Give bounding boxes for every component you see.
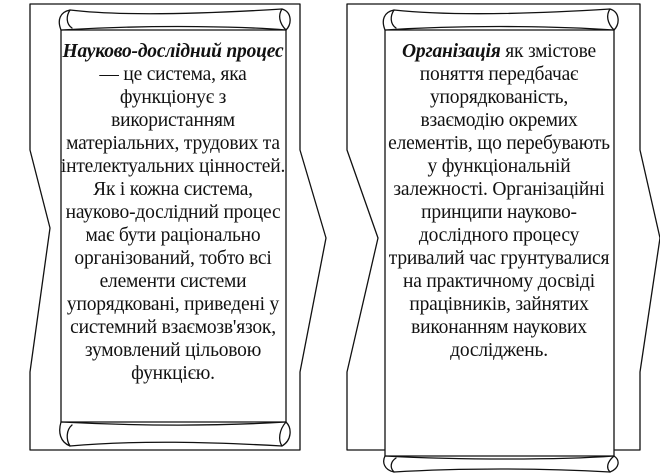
right-panel-body: як змістове поняття передбачає упорядкованість, взаємодію окремих елементів, що перебувають у функціональній залежності. Організаційні принципи науково-дослідного процесу тривалий час грунтувалися на практичному досвіді працівників, зайнятих виконанням наукових досліджень. [388,41,610,361]
left-panel-body: — це система, яка функціонує з використанням матеріальних, трудових та інтелектуальних цінностей. Як і кожна система, науково-дослідний процес має бути раціонально організований, тобто всі елементи системи упорядковані, приведені у системний взаємозв'язок, зумовлений цільовою функцією. [60,64,286,384]
left-panel-text [60,40,286,385]
right-panel-text [387,40,611,362]
left-panel-term: Науково-дослідний процес [62,41,284,62]
left-bottom-roll [60,422,290,446]
right-bottom-roll [384,456,618,472]
right-panel-term: Організація [402,41,501,62]
